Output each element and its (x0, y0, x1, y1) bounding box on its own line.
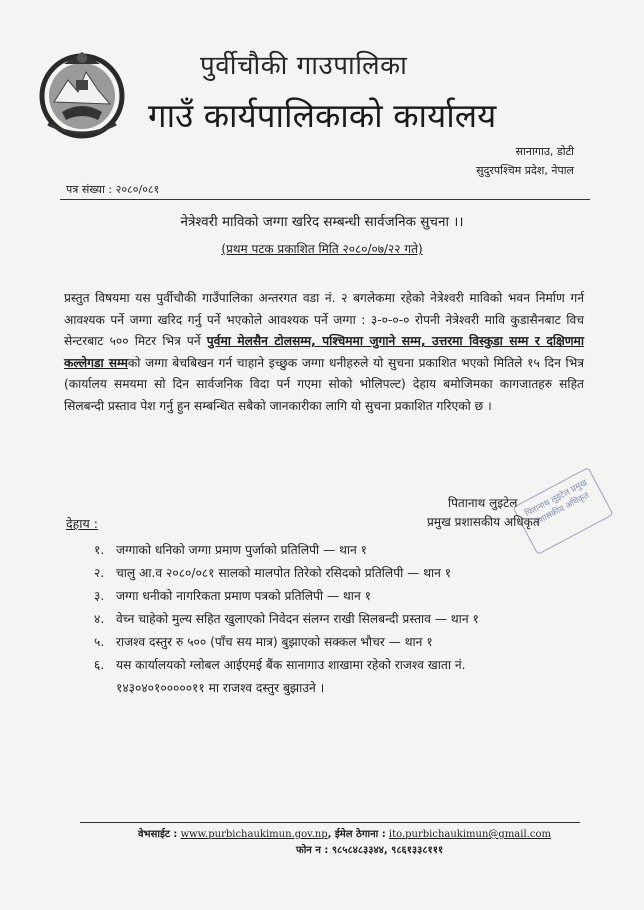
item-text: चालु आ.व २०८०/०८१ सालको मालपोत तिरेको रसिदको प्रतिलिपी — थान १ (116, 566, 452, 580)
item-text: वेच्न चाहेको मुल्य सहित खुलाएको निवेदन संलग्न राखी सिलबन्दी प्रस्ताव — थान १ (116, 612, 479, 626)
item-number: ६. (94, 658, 105, 672)
reference-number: पत्र संख्या : २०८०/०८१ (66, 183, 160, 196)
list-item (94, 608, 594, 631)
published-date-text: (प्रथम पटक प्रकाशित मिति २०८०/०७/२२ गते) (221, 242, 423, 256)
footer-divider (80, 822, 580, 823)
email-link[interactable]: ito.purbichaukimun@gmail.com (388, 829, 551, 840)
list-item-continuation: १४३०४०१०००००११ मा राजश्व दस्तुर बुझाउने । (116, 681, 325, 695)
item-text: जग्गाको धनिको जग्गा प्रमाण पुर्जाको प्रतिलिपी — थान १ (116, 543, 368, 557)
item-number: ४. (94, 612, 105, 626)
footer-contact (138, 826, 551, 840)
list-item (94, 562, 594, 585)
nepal-emblem-icon (36, 42, 128, 142)
address-line-1: सानागाउ, डोटी (515, 145, 574, 158)
list-item (94, 654, 594, 677)
signatory-title: प्रमुख प्रशासकीय अधिकृत (427, 515, 540, 529)
item-number: ५. (94, 635, 105, 649)
official-stamp: पितानाथ लुइटेल प्रमुख प्रशासकीय अधिकृत (512, 467, 613, 555)
office-name: गाउँ कार्यपालिकाको कार्यालय (148, 96, 497, 135)
item-text: यस कार्यालयको ग्लोबल आईएमई बैंक सानागाउ शाखामा रहेको राजश्व खाता नं. (116, 658, 466, 672)
email-label: , ईमेल ठेगाना : (327, 829, 386, 840)
published-date (0, 240, 644, 257)
item-text: राजश्व दस्तुर रु ५०० (पाँच सय मात्र) बुझाएको सक्कल भौचर — थान १ (116, 635, 433, 649)
signatory-name: पितानाथ लुइटेल (448, 496, 518, 510)
address-line-2: सुदुरपश्चिम प्रदेश, नेपाल (476, 164, 574, 177)
requirements-list (94, 539, 594, 700)
municipality-name: पुर्वीचौकी गाउपालिका (200, 51, 408, 81)
list-item (94, 539, 594, 562)
list-item (94, 585, 594, 608)
item-text: जग्गा धनीको नागरिकता प्रमाण पत्रको प्रतिलिपी — थान १ (116, 589, 371, 603)
requirements-heading: देहाय : (66, 516, 98, 531)
list-item (94, 631, 594, 654)
website-label: वेभसाईट : (138, 829, 178, 840)
office-address (476, 142, 574, 180)
phone-numbers: फोन न : ९८५८४८३३४४, ९८६१३३८१११ (296, 845, 444, 856)
body-text-2: को जग्गा बेचबिखन गर्न चाहाने इच्छुक जग्गा धनीहरुले यो सुचना प्रकाशित भएको मितिले १५ दिन भित्र (कार्यालय समयमा सो दिन सार्वजनिक विदा पर्न गएमा सोको भोलिपल्ट) देहाय बमोजिमका कागजातहरु सहित सिलबन्दी प्रस्ताव पेश गर्नु हुन सम्बन्धित सबैको जानकारीका लागि यो सुचना प्रकाशित गरिएको छ । (64, 355, 584, 413)
item-number: १. (94, 543, 105, 557)
website-link[interactable]: www.purbichaukimun.gov.np (180, 829, 328, 840)
item-number: ३. (94, 589, 105, 603)
body-text-1: प्रस्तुत विषयमा यस पुर्वीचौकी गाउँपालिका अन्तरगत वडा नं. २ बगलेकमा रहेको नेत्रेश्वरी माविको भवन निर्माण गर्न आवश्यक पर्ने जग्गा खरिद गर्नु पर्ने भएकोले आवश्यक पर्ने जग्गा : ३-०-०-० रोपनी नेत्रेश्वरी मावि कुडासैनबाट विच सेन्टरबाट ५०० मिटर भित्र पर्ने (64, 291, 584, 348)
item-number: २. (94, 566, 105, 580)
body-boundaries: पुर्वमा मेलसैन टोलसम्म, पश्चिममा जुगाने सम्म, उत्तरमा विस्कुडा सम्म र दक्षिणमा कल्लेगडा सम्म (64, 334, 584, 370)
notice-subject: नेत्रेश्वरी माविको जग्गा खरिद सम्बन्धी सार्वजनिक सुचना ।। (180, 214, 464, 230)
notice-body (64, 288, 584, 417)
header-divider (60, 199, 590, 200)
